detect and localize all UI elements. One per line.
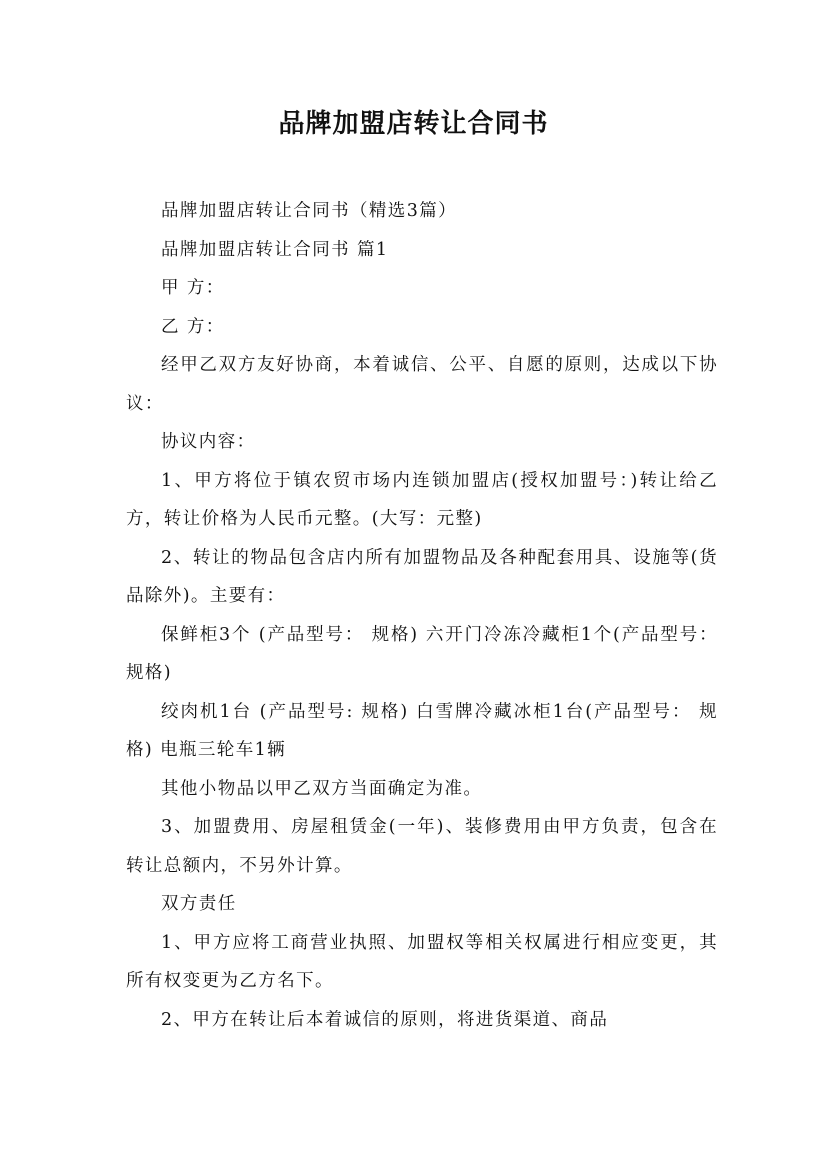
paragraph: 品牌加盟店转让合同书 篇1: [161, 239, 389, 260]
paragraph: 经甲乙双方友好协商，本着诚信、公平、自愿的原则，达成以下协议：: [126, 355, 718, 414]
paragraph: 协议内容：: [161, 432, 256, 452]
paragraph: 双方责任: [161, 894, 237, 914]
paragraph: 甲 方：: [161, 278, 225, 298]
paragraph: 1、甲方应将工商营业执照、加盟权等相关权属进行相应变更，其所有权变更为乙方名下。: [126, 932, 718, 991]
paragraph: 2、转让的物品包含店内所有加盟物品及各种配套用具、设施等(货品除外)。主要有：: [126, 547, 718, 606]
document-body: [126, 192, 718, 1039]
document-title: 品牌加盟店转让合同书: [278, 109, 549, 139]
paragraph: 乙 方：: [161, 316, 225, 337]
paragraph: 保鲜柜3个 (产品型号： 规格) 六开门冷冻冷藏柜1个(产品型号： 规格): [126, 624, 718, 683]
paragraph: 品牌加盟店转让合同书（精选3篇）: [161, 201, 458, 221]
paragraph: 1、甲方将位于镇农贸市场内连锁加盟店(授权加盟号：)转让给乙方，转让价格为人民币元整。(大写：元整): [126, 470, 718, 529]
paragraph: 3、加盟费用、房屋租赁金(一年)、装修费用由甲方负责，包含在转让总额内，不另外计算。: [126, 817, 718, 876]
paragraph: 其他小物品以甲乙双方当面确定为准。: [161, 778, 483, 799]
paragraph: 2、甲方在转让后本着诚信的原则，将进货渠道、商品: [161, 1009, 609, 1030]
paragraph: 绞肉机1台 (产品型号: 规格) 白雪牌冷藏冰柜1台(产品型号： 规格) 电瓶三轮车1辆: [126, 701, 718, 760]
